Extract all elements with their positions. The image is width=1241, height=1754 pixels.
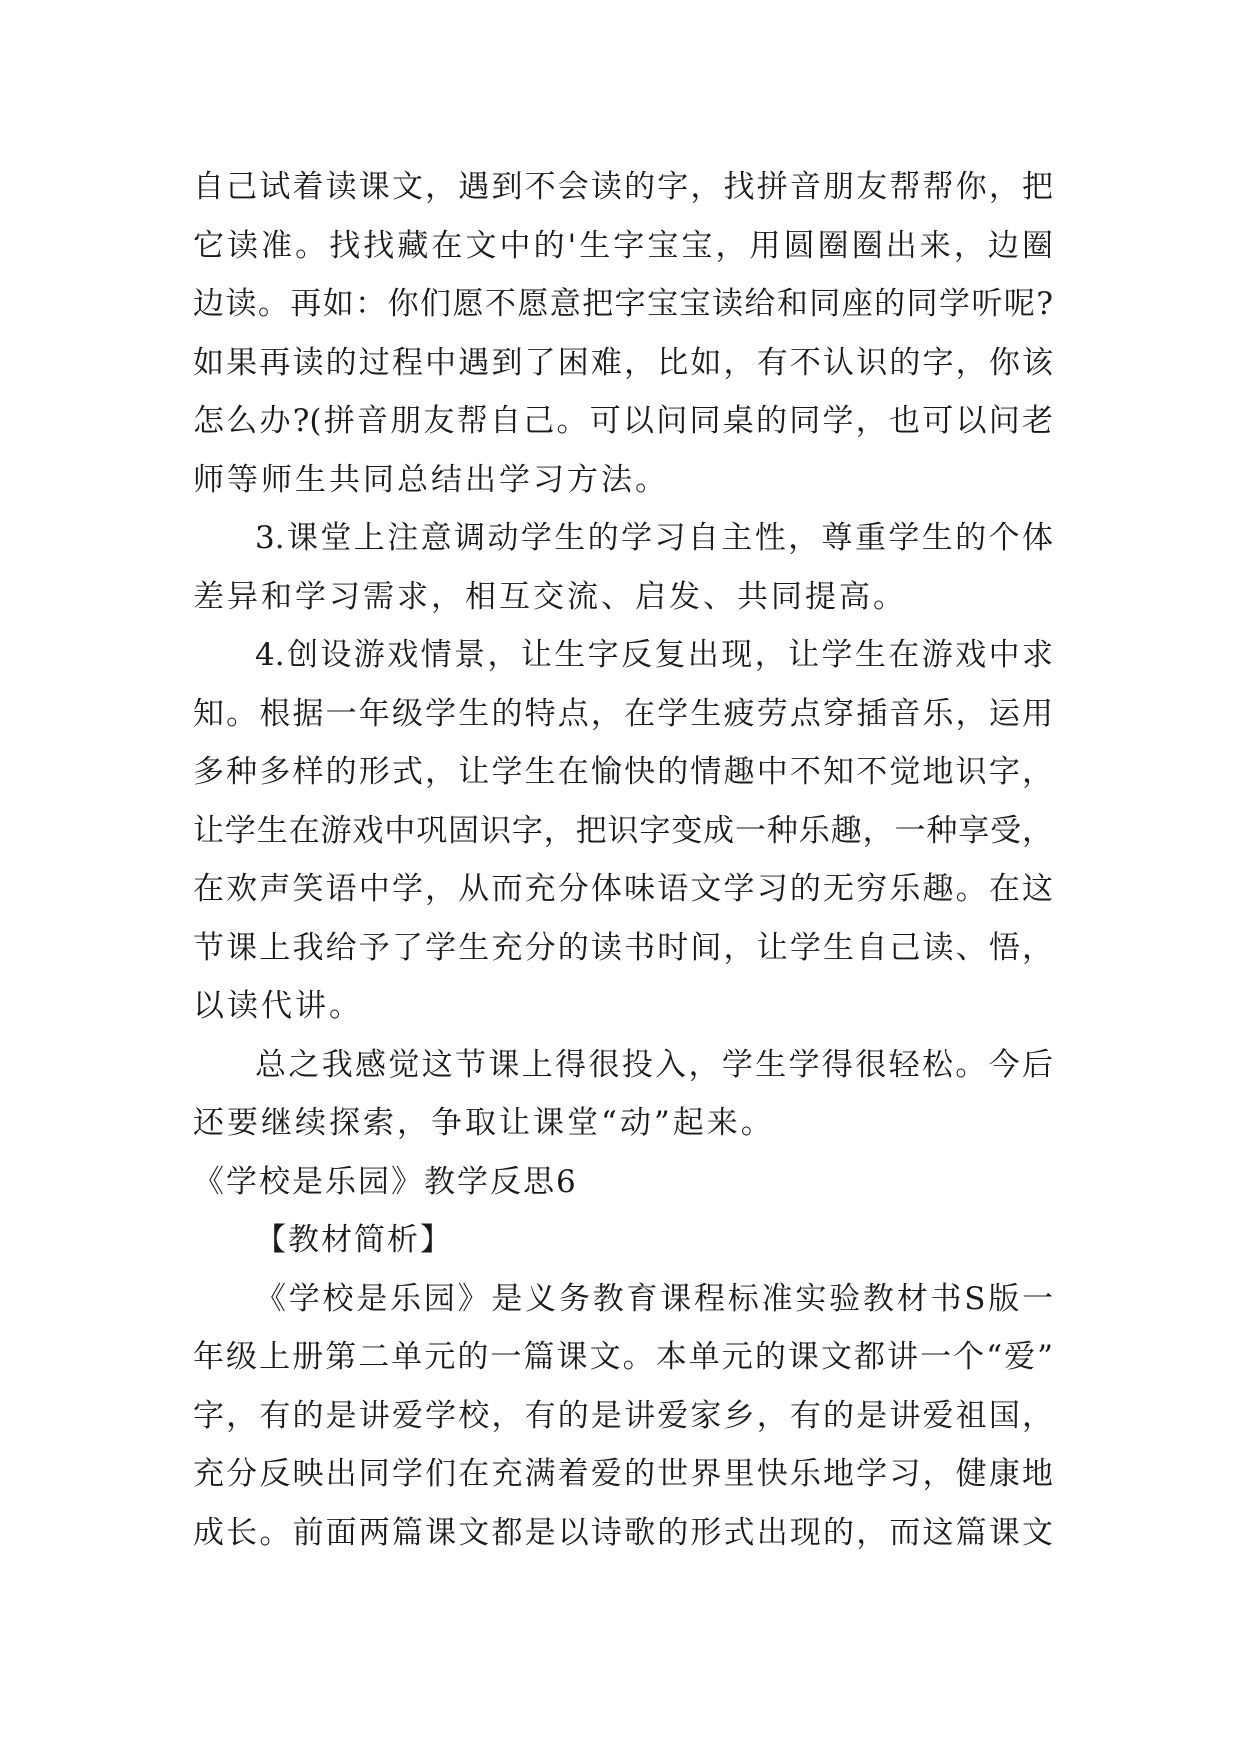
document-page — [193, 158, 1053, 1562]
paragraph-textbook-analysis — [193, 1270, 1053, 1563]
text-line: 自己试着读课文，遇到不会读的字，找拼音朋友帮帮你，把 — [193, 169, 1053, 205]
section-title: 《学校是乐园》教学反思6 — [193, 1163, 578, 1200]
text-line: 边读。再如：你们愿不愿意把字宝宝读给和同座的同学听呢? — [193, 286, 1053, 322]
text-line: 3.课堂上注意调动学生的学习自主性，尊重学生的个体 — [255, 520, 1053, 556]
text-line: 让学生在游戏中巩固识字，把识字变成一种乐趣，一种享受， — [193, 812, 1053, 849]
text-line: 多种多样的形式，让学生在愉快的情趣中不知不觉地识字， — [193, 754, 1053, 790]
paragraph-reading-method — [193, 158, 1053, 509]
text-line: 充分反映出同学们在充满着爱的世界里快乐地学习，健康地 — [193, 1456, 1053, 1492]
text-line: 4.创设游戏情景，让生字反复出现，让学生在游戏中求 — [255, 637, 1053, 673]
text-line: 字，有的是讲爱学校，有的是讲爱家乡，有的是讲爱祖国， — [193, 1397, 1053, 1434]
text-line: 差异和学习需求，相互交流、启发、共同提高。 — [193, 578, 907, 615]
subheading: 【教材简析】 — [255, 1222, 453, 1258]
paragraph-point-4 — [193, 626, 1053, 1036]
text-line: 节课上我给予了学生充分的读书时间，让学生自己读、悟， — [193, 929, 1053, 966]
text-line: 在欢声笑语中学，从而充分体味语文学习的无穷乐趣。在这 — [193, 871, 1053, 907]
text-line: 年级上册第二单元的一篇课文。本单元的课文都讲一个“爱” — [193, 1339, 1053, 1375]
text-line: 它读准。找找藏在文中的'生字宝宝，用圆圈圈出来，边圈 — [193, 227, 1053, 264]
text-line: 《学校是乐园》是义务教育课程标准实验教材书S版一 — [255, 1280, 1053, 1317]
text-line: 如果再读的过程中遇到了困难，比如，有不认识的字，你该 — [193, 344, 1053, 381]
text-line: 以读代讲。 — [193, 988, 363, 1024]
text-line: 成长。前面两篇课文都是以诗歌的形式出现的，而这篇课文 — [193, 1514, 1053, 1551]
paragraph-point-3 — [193, 509, 1053, 626]
text-line: 怎么办?(拼音朋友帮自己。可以问同桌的同学，也可以问老 — [193, 403, 1053, 439]
text-line: 还要继续探索，争取让课堂“动”起来。 — [193, 1105, 775, 1141]
paragraph-summary — [193, 1036, 1053, 1153]
text-line: 知。根据一年级学生的特点，在学生疲劳点穿插音乐，运用 — [193, 695, 1053, 732]
text-line: 总之我感觉这节课上得很投入，学生学得很轻松。今后 — [255, 1046, 1053, 1083]
text-line: 师等师生共同总结出学习方法。 — [193, 461, 669, 498]
